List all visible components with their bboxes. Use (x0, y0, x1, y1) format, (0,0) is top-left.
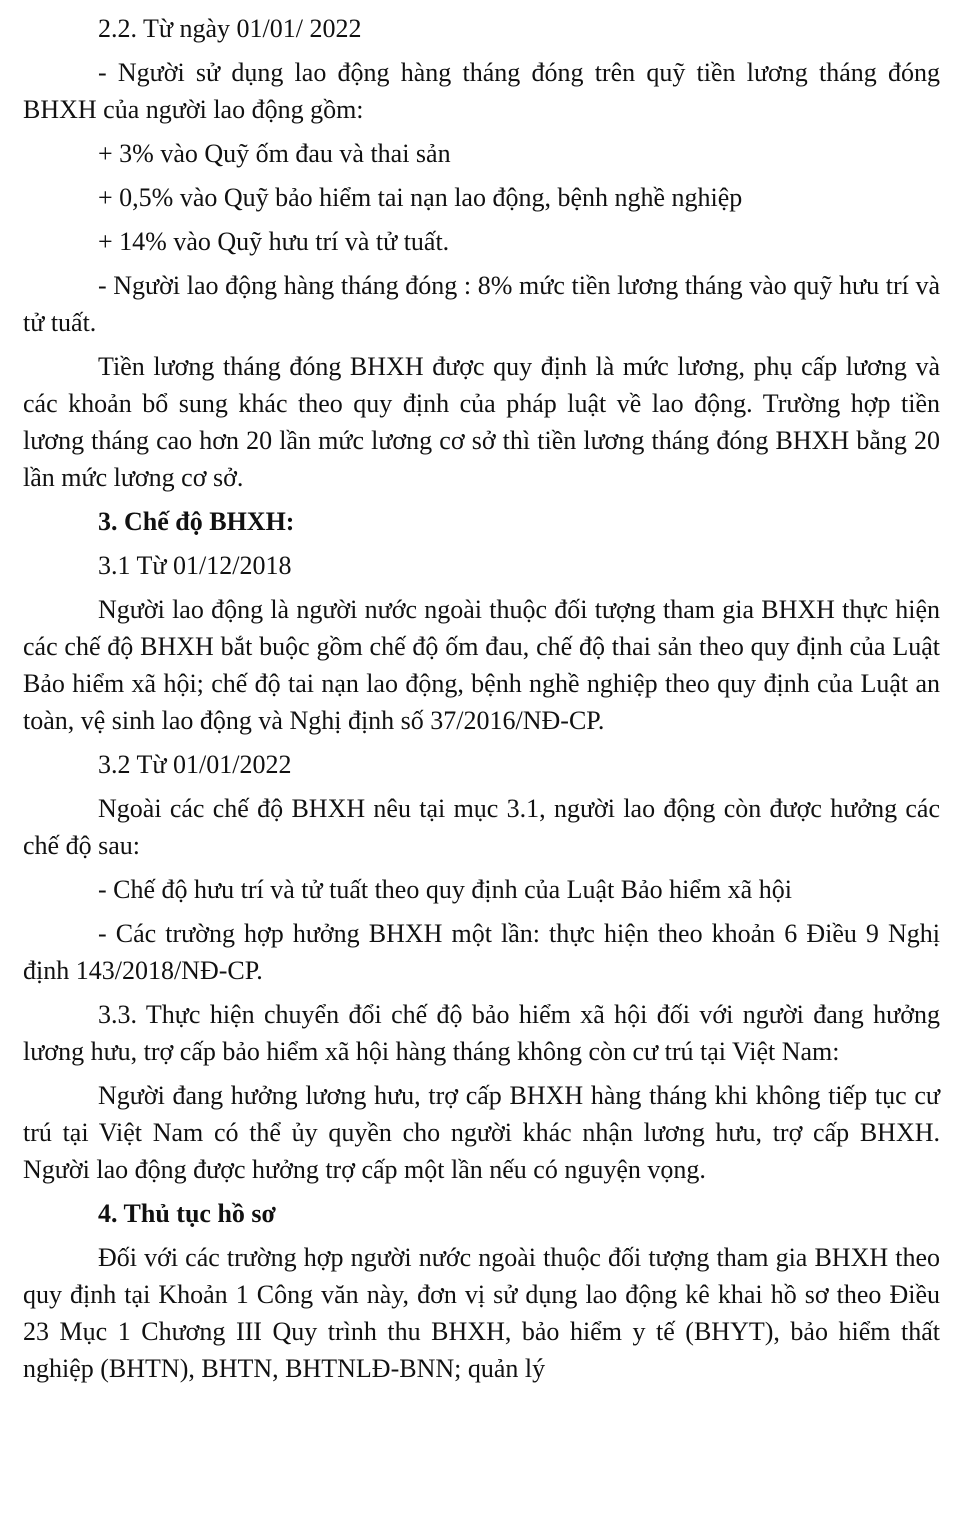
regimes-paragraph-3-1: Người lao động là người nước ngoài thuộc đối tượng tham gia BHXH thực hiện các chế độ BHXH bắt buộc gồm chế độ ốm đau, chế độ thai sản theo quy định của Luật Bảo hiểm xã hội; chế độ tai nạn lao động, bệnh nghề nghiệp theo quy định của Luật an toàn, vệ sinh lao động và Nghị định số 37/2016/NĐ-CP. (23, 595, 940, 735)
subsection-heading-3-1: 3.1 Từ 01/12/2018 (98, 551, 292, 580)
section-heading-4: 4. Thủ tục hồ sơ (98, 1199, 276, 1228)
employee-contribution-paragraph: - Người lao động hàng tháng đóng : 8% mức tiền lương tháng vào quỹ hưu trí và tử tuất. (23, 271, 940, 337)
regimes-paragraph-3-2: Ngoài các chế độ BHXH nêu tại mục 3.1, người lao động còn được hưởng các chế độ sau: (23, 794, 940, 860)
section-heading-2-2: 2.2. Từ ngày 01/01/ 2022 (98, 14, 362, 43)
contribution-item-occupational-accident: + 0,5% vào Quỹ bảo hiểm tai nạn lao động, bệnh nghề nghiệp (98, 183, 743, 212)
section-heading-3: 3. Chế độ BHXH: (98, 507, 295, 536)
subsection-heading-3-2: 3.2 Từ 01/01/2022 (98, 750, 292, 779)
pension-residence-paragraph: Người đang hưởng lương hưu, trợ cấp BHXH hàng tháng khi không tiếp tục cư trú tại Việt Nam có thể ủy quyền cho người khác nhận lương hưu, trợ cấp BHXH. Người lao động được hưởng trợ cấp một lần nếu có nguyện vọng. (23, 1081, 940, 1184)
contribution-item-sickness-maternity: + 3% vào Quỹ ốm đau và thai sản (98, 139, 451, 168)
contribution-item-retirement: + 14% vào Quỹ hưu trí và tử tuất. (98, 227, 450, 256)
salary-definition-paragraph: Tiền lương tháng đóng BHXH được quy định là mức lương, phụ cấp lương và các khoản bổ sung khác theo quy định của pháp luật về lao động. Trường hợp tiền lương tháng cao hơn 20 lần mức lương cơ sở thì tiền lương tháng đóng BHXH bằng 20 lần mức lương cơ sở. (23, 352, 940, 492)
employer-contribution-intro: - Người sử dụng lao động hàng tháng đóng trên quỹ tiền lương tháng đóng BHXH của người lao động gồm: (23, 58, 940, 124)
procedure-paragraph: Đối với các trường hợp người nước ngoài thuộc đối tượng tham gia BHXH theo quy định tại Khoản 1 Công văn này, đơn vị sử dụng lao động kê khai hồ sơ theo Điều 23 Mục 1 Chương III Quy trình thu BHXH, bảo hiểm y tế (BHYT), bảo hiểm thất nghiệp (BHTN), BHTN, BHTNLĐ-BNN; quản lý (23, 1243, 940, 1383)
regime-item-retirement: - Chế độ hưu trí và tử tuất theo quy định của Luật Bảo hiểm xã hội (98, 875, 792, 904)
subsection-heading-3-3: 3.3. Thực hiện chuyển đổi chế độ bảo hiểm xã hội đối với người đang hưởng lương hưu, trợ cấp bảo hiểm xã hội hàng tháng không còn cư trú tại Việt Nam: (23, 1000, 940, 1066)
regime-item-lump-sum: - Các trường hợp hưởng BHXH một lần: thực hiện theo khoản 6 Điều 9 Nghị định 143/2018/NĐ-CP. (23, 919, 940, 985)
